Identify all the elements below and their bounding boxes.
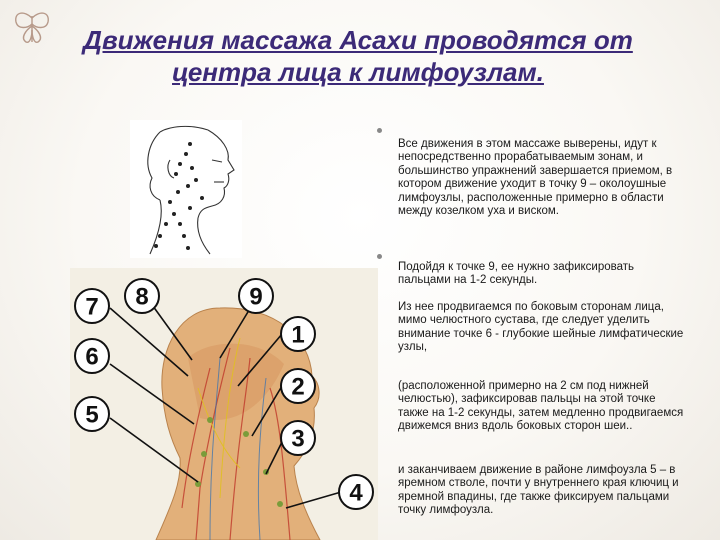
point-label: 8 [135,283,149,311]
paragraph-3: и заканчиваем движение в районе лимфоузла 5 – в яремном стволе, почти у внутреннего края ключиц и яремной впадины, где также фиксируем пальцами точку лимфоузла. [398,464,679,517]
point-label: 5 [85,401,99,429]
bullet-marker [377,254,382,259]
butterfly-logo-icon [10,8,54,48]
point-label: 7 [85,293,99,321]
point-label: 2 [291,373,305,401]
point-label: 6 [85,343,99,371]
bullet-text-2: Подойдя к точке 9, ее нужно зафиксировать пальцами на 1-2 секунды. [398,261,635,287]
slide-title [58,24,658,88]
bullet-text-1: Все движения в этом массаже выверены, идут к непосредственно прорабатываемым зонам, и большинство упражнений завершается приемом, в котором движение уходит в точку 9 – околоушные лимфоузлы, расположенные примерно в области между козелком уха и виском. [398,138,673,218]
point-label: 4 [349,479,363,507]
face-sketch-image [130,120,242,258]
bullet-marker [377,128,382,133]
title-line-1: Движения массажа Асахи проводятся от [83,25,633,55]
title-line-2: центра лица к лимфоузлам. [172,57,544,87]
point-label: 1 [291,321,305,349]
point-label: 3 [291,425,305,453]
paragraph-2: (расположенной примерно на 2 см под нижней челюстью), зафиксировав пальцы на этой точке также на 1-2 секунды, затем медленно продвигаемся движемся вниз вдоль боковых сторон шеи.. [398,380,684,433]
paragraph-1: Из нее продвигаемся по боковым сторонам лица, мимо челюстного сустава, где следует уделить внимание точке 6 - глубокие шейные лимфатические узлы, [398,301,684,354]
lymph-node-diagram-image [70,268,378,540]
point-label: 9 [249,283,263,311]
